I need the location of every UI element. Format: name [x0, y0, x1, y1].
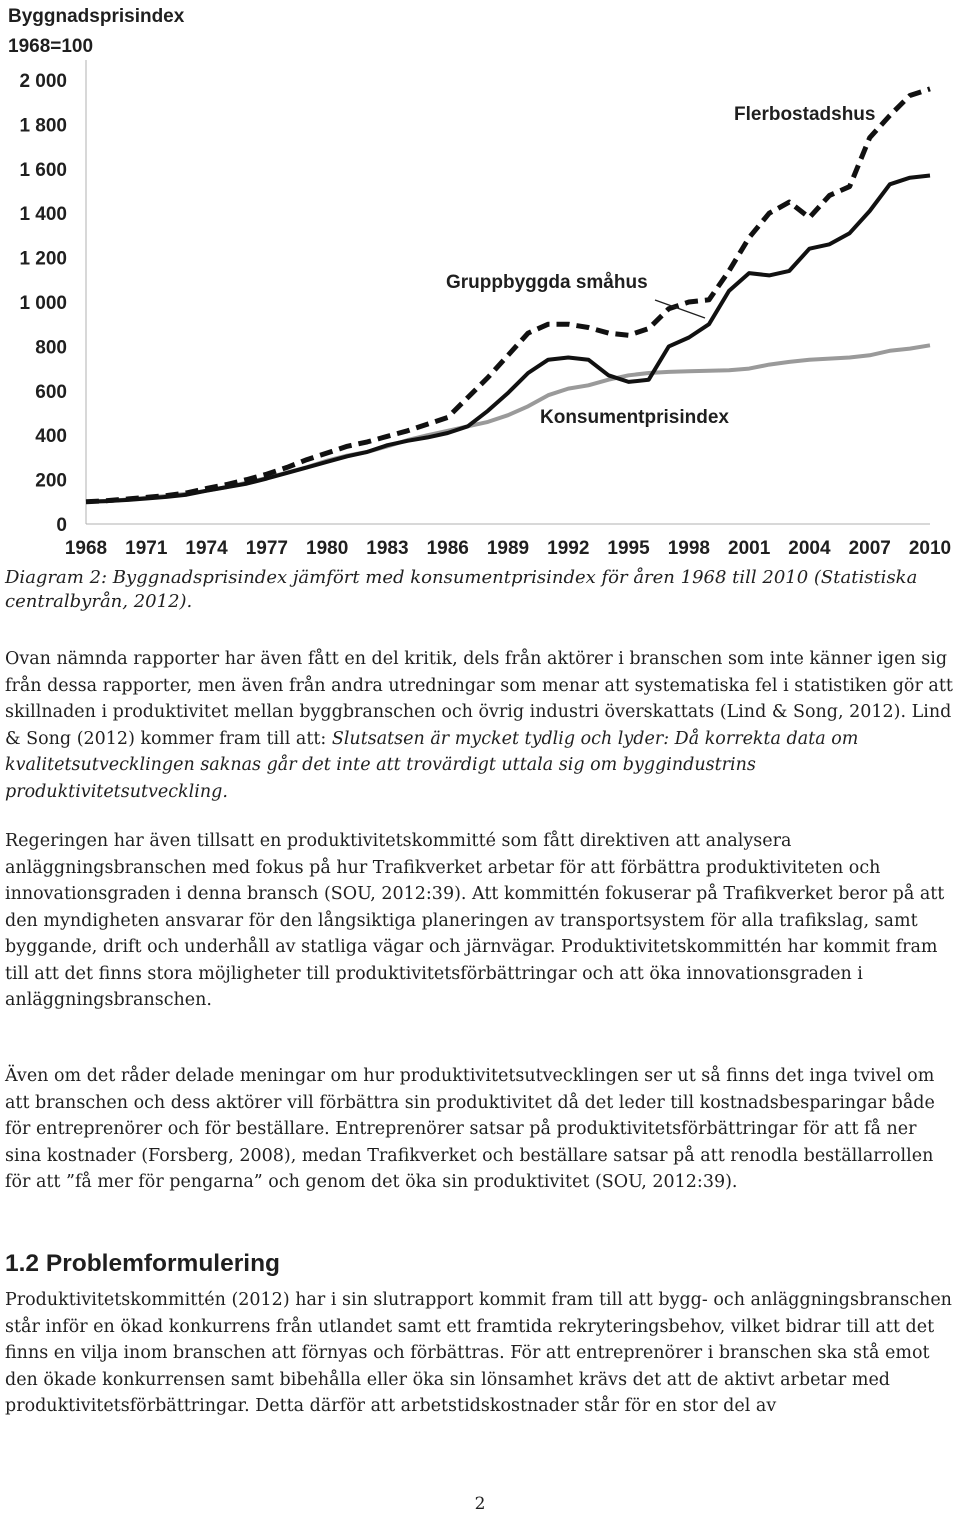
- x-tick-label: 1995: [607, 538, 650, 559]
- y-tick-label: 600: [35, 381, 67, 403]
- label-konsumentprisindex: Konsumentprisindex: [540, 407, 729, 428]
- building-price-index-chart: [0, 0, 960, 562]
- paragraph-1-quote: Slutsatsen är mycket tydlig och lyder: Då korrekta data om kvalitetsutvecklingen saknas går det inte att trovärdigt uttala sig om byggindustrins produktivitetsutveckling.: [5, 728, 859, 802]
- page-number: 2: [474, 1494, 486, 1514]
- y-tick-labels: [19, 71, 67, 536]
- y-tick-label: 1 800: [19, 115, 67, 137]
- series-lines: [86, 89, 930, 502]
- y-axis-label: 1968=100: [8, 36, 94, 57]
- x-tick-label: 2001: [728, 538, 771, 559]
- y-tick-label: 200: [35, 470, 67, 492]
- x-tick-label: 2004: [788, 538, 831, 559]
- y-tick-label: 0: [56, 515, 67, 536]
- x-tick-label: 1977: [245, 538, 288, 559]
- y-tick-label: 1 200: [19, 248, 67, 270]
- paragraph-1-text: Ovan nämnda rapporter har även fått en del kritik, dels från aktörer i branschen som inte känner igen sig från dessa rapporter, men även från andra utredningar som menar att systematiska fel i statistiken gör att skillnaden i produktivitet mellan byggbranschen och övrig industri överskattats (Lind & Song, 2012). Lind & Song (2012) kommer fram till att:: [5, 649, 953, 749]
- label-gruppbyggda-smahus: Gruppbyggda småhus: [446, 272, 648, 293]
- x-tick-label: 1992: [547, 538, 590, 559]
- x-tick-labels: [65, 538, 951, 559]
- y-tick-label: 1 600: [19, 159, 67, 181]
- label-flerbostadshus: Flerbostadshus: [734, 104, 876, 125]
- x-tick-label: 1971: [125, 538, 168, 559]
- x-tick-label: 2007: [848, 538, 891, 559]
- figure-caption: Diagram 2: Byggnadsprisindex jämfört med konsumentprisindex för åren 1968 till 2010 (Statistiska centralbyrån, 2012).: [5, 567, 918, 612]
- y-tick-label: 1 400: [19, 204, 67, 226]
- x-tick-label: 1980: [306, 538, 349, 559]
- x-tick-label: 1989: [486, 538, 530, 559]
- y-tick-label: 1 000: [19, 293, 67, 314]
- y-tick-label: 2 000: [19, 71, 67, 92]
- series-line-flerbostadshus: [86, 89, 930, 502]
- paragraph-4: Produktivitetskommittén (2012) har i sin slutrapport kommit fram till att bygg- och anläggningsbranschen står inför en ökad konkurrens från utlandet samt ett framtida rekryteringsbehov, vilket bidrar till att det finns en vilja inom branschen att förnyas och förbättras. För att entreprenörer i branschen ska stå emot den ökade konkurrensen samt bibehålla eller öka sin lönsamhet krävs det att de aktivt arbetar med produktivitetsförbättringar. Detta därför att arbetstidskostnader står för en stor del av: [5, 1290, 952, 1416]
- y-tick-label: 800: [35, 337, 67, 359]
- series-line-gruppbyggda-sm-hus: [86, 176, 930, 502]
- x-tick-label: 1968: [64, 538, 108, 559]
- x-tick-label: 1998: [667, 538, 710, 559]
- x-tick-label: 1983: [366, 538, 409, 559]
- x-tick-label: 1974: [185, 538, 228, 559]
- series-line-konsumentprisindex: [86, 345, 930, 502]
- x-tick-label: 2010: [908, 538, 952, 559]
- paragraph-3: Även om det råder delade meningar om hur produktivitetsutvecklingen ser ut så finns det inga tvivel om att branschen och dess aktörer vill förbättra sin produktivitet då det leder till kostnadsbesparingar både för entreprenörer och för beställare. Entreprenörer satsar på produktivitetsförbättringar för att få ner sina kostnader (Forsberg, 2008), medan Trafikverket och beställare satsar på att renodla beställarrollen för att ”få mer för pengarna” och genom det öka sin produktivitet (SOU, 2012:39).: [5, 1066, 935, 1192]
- section-heading: 1.2 Problemformulering: [5, 1250, 281, 1277]
- x-tick-label: 1986: [426, 538, 469, 559]
- y-tick-label: 400: [35, 426, 67, 448]
- chart-title: Byggnadsprisindex: [8, 6, 185, 27]
- paragraph-2: Regeringen har även tillsatt en produktivitetskommitté som fått direktiven att analysera anläggningsbranschen med fokus på hur Trafikverket arbetar för att förbättra produktiviteten och innovationsgraden i denna bransch (SOU, 2012:39). Att kommittén fokuserar på Trafikverket beror på att den myndigheten ansvarar för den långsiktiga planeringen av transportsystem för alla trafikslag, samt byggande, drift och underhåll av statliga vägar och järnvägar. Produktivitetskommittén har kommit fram till att det finns stora möjligheter till produktivitetsförbättringar och att öka innovationsgraden i anläggningsbranschen.: [5, 831, 945, 1010]
- paragraph-1: [5, 646, 955, 805]
